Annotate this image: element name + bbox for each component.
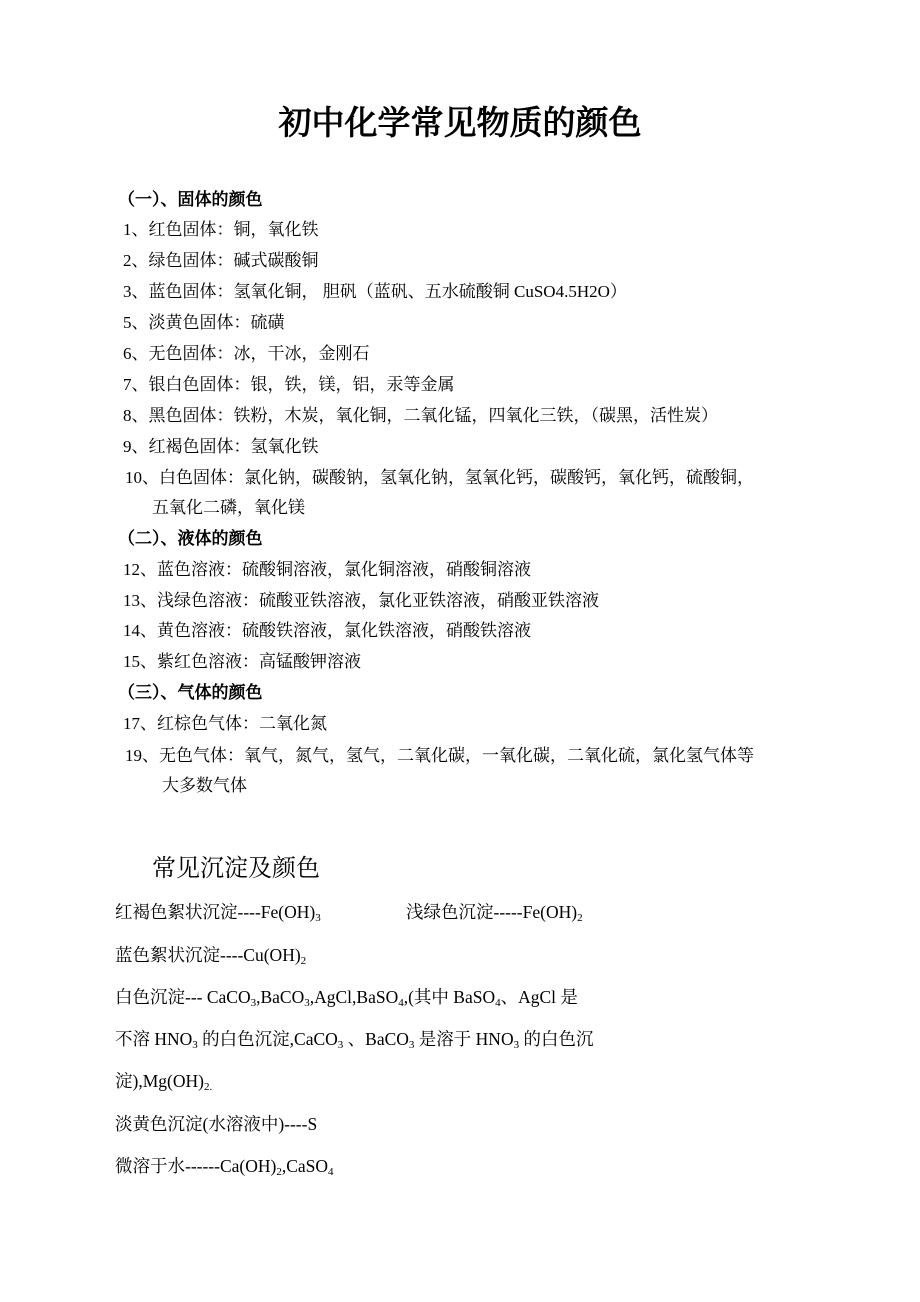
subscript: 2: [276, 1166, 282, 1178]
precipitate-line: [406, 904, 583, 922]
list-item: 3、蓝色固体：氢氧化铜， 胆矾（蓝矾、五水硫酸铜 CuSO4.5H2O）: [123, 282, 627, 301]
text-segment: 的白色沉淀,CaCO: [197, 1029, 338, 1049]
section-heading-gases: （三）、气体的颜色: [118, 683, 263, 702]
subscript: 2: [300, 955, 307, 967]
subscript: 3: [250, 997, 257, 1009]
list-item: 7、银白色固体：银，铁，镁，铝，汞等金属: [123, 375, 455, 394]
subscript: 3: [192, 1039, 198, 1051]
precipitate-line: [115, 1031, 593, 1049]
precipitate-line: [115, 904, 321, 922]
text-segment: 、AgCl 是: [500, 987, 578, 1007]
text-segment: ,CaSO: [281, 1156, 329, 1176]
list-item: 19、无色气体：氧气，氮气，氢气，二氧化碳，一氧化碳，二氧化硫，氯化氢气体等: [125, 746, 754, 765]
list-item-continuation: 大多数气体: [162, 776, 247, 795]
text-segment: 、BaCO: [343, 1029, 409, 1049]
text-segment: 不溶 HNO: [115, 1029, 193, 1049]
precipitate-line: [115, 1073, 212, 1091]
text-segment: 蓝色絮状沉淀----Cu(OH): [115, 945, 301, 965]
list-item: 9、红褐色固体：氢氧化铁: [123, 437, 319, 456]
list-item: 13、浅绿色溶液：硫酸亚铁溶液，氯化亚铁溶液，硝酸亚铁溶液: [123, 591, 599, 610]
text-segment: 是溶于 HNO: [414, 1029, 514, 1049]
list-item: 5、淡黄色固体：硫磺: [123, 313, 285, 332]
precipitate-line: [115, 947, 306, 965]
list-item: 8、黑色固体：铁粉，木炭，氧化铜，二氧化锰，四氧化三铁，（碳黑，活性炭）: [123, 406, 718, 425]
subscript: 3: [513, 1039, 520, 1051]
list-item: 17、红棕色气体：二氧化氮: [123, 714, 327, 733]
subscript: 4: [328, 1166, 334, 1178]
subscript: 4: [495, 997, 501, 1009]
list-item: 2、绿色固体：碱式碳酸铜: [123, 251, 319, 270]
subscript: 2: [577, 912, 583, 924]
text-segment: 淀),Mg(OH): [115, 1071, 204, 1091]
text-segment: 浅绿色沉淀-----Fe(OH): [406, 902, 578, 922]
text-segment: 淡黄色沉淀(水溶液中)----S: [115, 1114, 318, 1134]
precipitate-line: [115, 1116, 317, 1134]
subscript: 4: [398, 997, 404, 1009]
text-segment: 白色沉淀--- CaCO: [115, 987, 251, 1007]
text-segment: ,(其中 BaSO: [403, 987, 496, 1007]
list-item: 12、蓝色溶液：硫酸铜溶液，氯化铜溶液，硝酸铜溶液: [123, 560, 531, 579]
precipitate-line: [115, 989, 578, 1007]
text-segment: 红褐色絮状沉淀----Fe(OH): [115, 902, 316, 922]
list-item-continuation: 五氧化二磷，氧化镁: [152, 498, 305, 517]
text-segment: ,BaCO: [256, 987, 305, 1007]
precipitate-line: [115, 1158, 334, 1176]
section-heading-precipitates: 常见沉淀及颜色: [152, 856, 320, 882]
list-item: 10、白色固体：氯化钠，碳酸钠，氢氧化钠，氢氧化钙，碳酸钙，氧化钙，硫酸铜，: [125, 468, 754, 487]
subscript: 3: [304, 997, 310, 1009]
list-item: 15、紫红色溶液：高锰酸钾溶液: [123, 652, 361, 671]
text-segment: 的白色沉: [519, 1029, 594, 1049]
section-heading-solids: （一）、固体的颜色: [118, 190, 263, 209]
list-item: 6、无色固体：冰，干冰，金刚石: [123, 344, 370, 363]
subscript: 2.: [203, 1081, 213, 1093]
section-heading-liquids: （二）、液体的颜色: [118, 529, 263, 548]
list-item: 1、红色固体：铜，氧化铁: [123, 220, 319, 239]
text-segment: ,AgCl,BaSO: [309, 987, 399, 1007]
text-segment: 微溶于水------Ca(OH): [115, 1156, 277, 1176]
subscript: 3: [315, 912, 321, 924]
page-title: 初中化学常见物质的颜色: [278, 106, 642, 142]
list-item: 14、黄色溶液：硫酸铁溶液，氯化铁溶液，硝酸铁溶液: [123, 621, 531, 640]
subscript: 3: [408, 1039, 415, 1051]
subscript: 3: [337, 1039, 344, 1051]
